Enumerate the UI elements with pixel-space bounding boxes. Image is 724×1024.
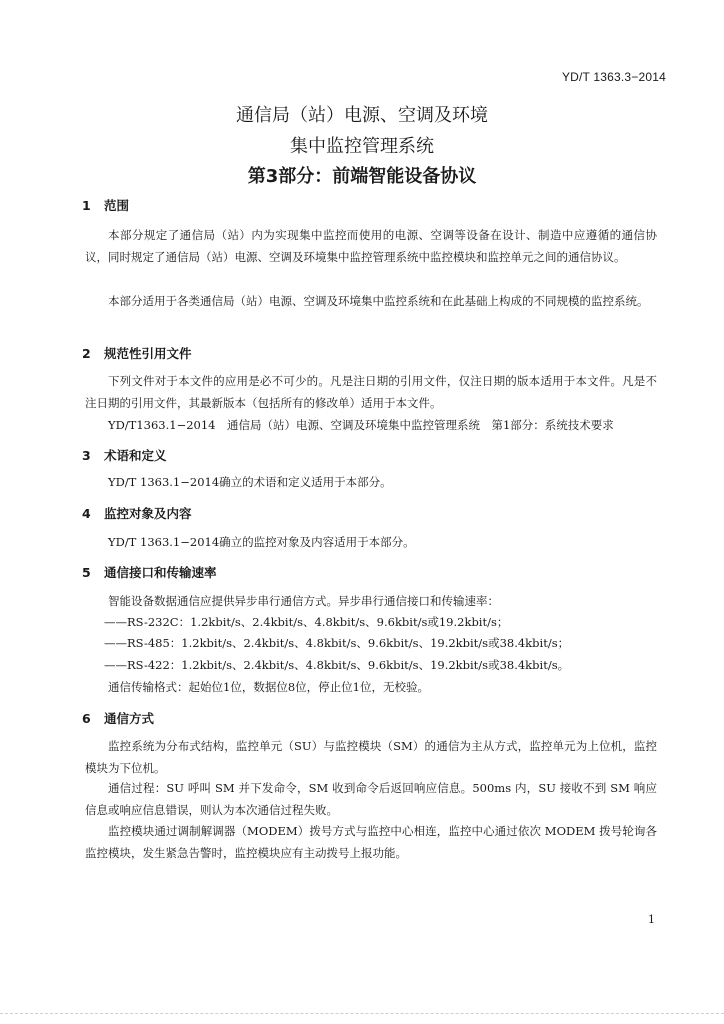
transmission-format: 通信传输格式：起始位1位，数据位8位，停止位1位，无校验。 xyxy=(108,680,429,694)
normative-reference: YD/T1363.1−2014 通信局（站）电源、空调及环境集中监控管理系统 第1部分：系统技术要求 xyxy=(108,418,614,432)
section-6-title: 通信方式 xyxy=(104,711,155,726)
section-1-heading xyxy=(82,196,129,214)
section-5-title: 通信接口和传输速率 xyxy=(104,565,217,580)
section-4-number: 4 xyxy=(82,506,91,521)
section-5-heading xyxy=(82,563,217,581)
section-6-paragraph-3: 监控模块通过调制解调器（MODEM）拨号方式与监控中心相连，监控中心通过依次 MODEM 拨号轮询各监控模块，发生紧急告警时，监控模块应有主动拨号上报功能。 xyxy=(85,824,657,860)
standard-code: YD/T 1363.3−2014 xyxy=(561,70,666,84)
section-4-title: 监控对象及内容 xyxy=(104,506,192,521)
section-4-heading xyxy=(82,504,192,522)
section-1-paragraph-2: 本部分适用于各类通信局（站）电源、空调及环境集中监控系统和在此基础上构成的不同规模的监控系统。 xyxy=(108,294,649,308)
section-1-number: 1 xyxy=(82,198,91,213)
section-2-number: 2 xyxy=(82,346,91,361)
page-number: 1 xyxy=(648,913,655,926)
document-title-line3: 第3部分：前端智能设备协议 xyxy=(247,166,477,187)
section-1-title: 范围 xyxy=(104,198,130,213)
section-3-title: 术语和定义 xyxy=(104,448,167,463)
section-4-paragraph-1: YD/T 1363.1−2014确立的监控对象及内容适用于本部分。 xyxy=(108,535,415,549)
document-title-line2: 集中监控管理系统 xyxy=(290,136,434,157)
section-2-heading xyxy=(82,344,192,362)
section-2-title: 规范性引用文件 xyxy=(104,346,192,361)
rs485-rate-item: ——RS-485：1.2kbit/s、2.4kbit/s、4.8kbit/s、9.6kbit/s、19.2kbit/s或38.4kbit/s； xyxy=(104,636,570,650)
section-3-number: 3 xyxy=(82,448,91,463)
section-5-number: 5 xyxy=(82,565,91,580)
document-title-line1: 通信局（站）电源、空调及环境 xyxy=(236,105,488,126)
section-3-paragraph-1: YD/T 1363.1−2014确立的术语和定义适用于本部分。 xyxy=(108,475,392,489)
rs422-rate-item: ——RS-422：1.2kbit/s、2.4kbit/s、4.8kbit/s、9.6kbit/s、19.2kbit/s或38.4kbit/s。 xyxy=(104,658,570,672)
section-6-heading xyxy=(82,709,154,727)
rs232-rate-item: ——RS-232C：1.2kbit/s、2.4kbit/s、4.8kbit/s、9.6kbit/s或19.2kbit/s； xyxy=(104,615,509,629)
section-1-paragraph-1: 本部分规定了通信局（站）内为实现集中监控而使用的电源、空调等设备在设计、制造中应遵循的通信协议，同时规定了通信局（站）电源、空调及环境集中监控管理系统中监控模块和监控单元之间的通信协议。 xyxy=(85,228,657,264)
section-6-paragraph-2: 通信过程：SU 呼叫 SM 并下发命令，SM 收到命令后返回响应信息。500ms 内，SU 接收不到 SM 响应信息或响应信息错误，则认为本次通信过程失败。 xyxy=(85,781,657,817)
section-6-number: 6 xyxy=(82,711,91,726)
section-5-paragraph-1: 智能设备数据通信应提供异步串行通信方式。异步串行通信接口和传输速率： xyxy=(108,594,499,608)
section-6-paragraph-1: 监控系统为分布式结构，监控单元（SU）与监控模块（SM）的通信为主从方式，监控单元为上位机，监控模块为下位机。 xyxy=(85,739,657,775)
section-2-paragraph-1: 下列文件对于本文件的应用是必不可少的。凡是注日期的引用文件，仅注日期的版本适用于本文件。凡是不注日期的引用文件，其最新版本（包括所有的修改单）适用于本文件。 xyxy=(85,374,657,410)
section-3-heading xyxy=(82,446,167,464)
page-bottom-divider xyxy=(0,1013,724,1014)
